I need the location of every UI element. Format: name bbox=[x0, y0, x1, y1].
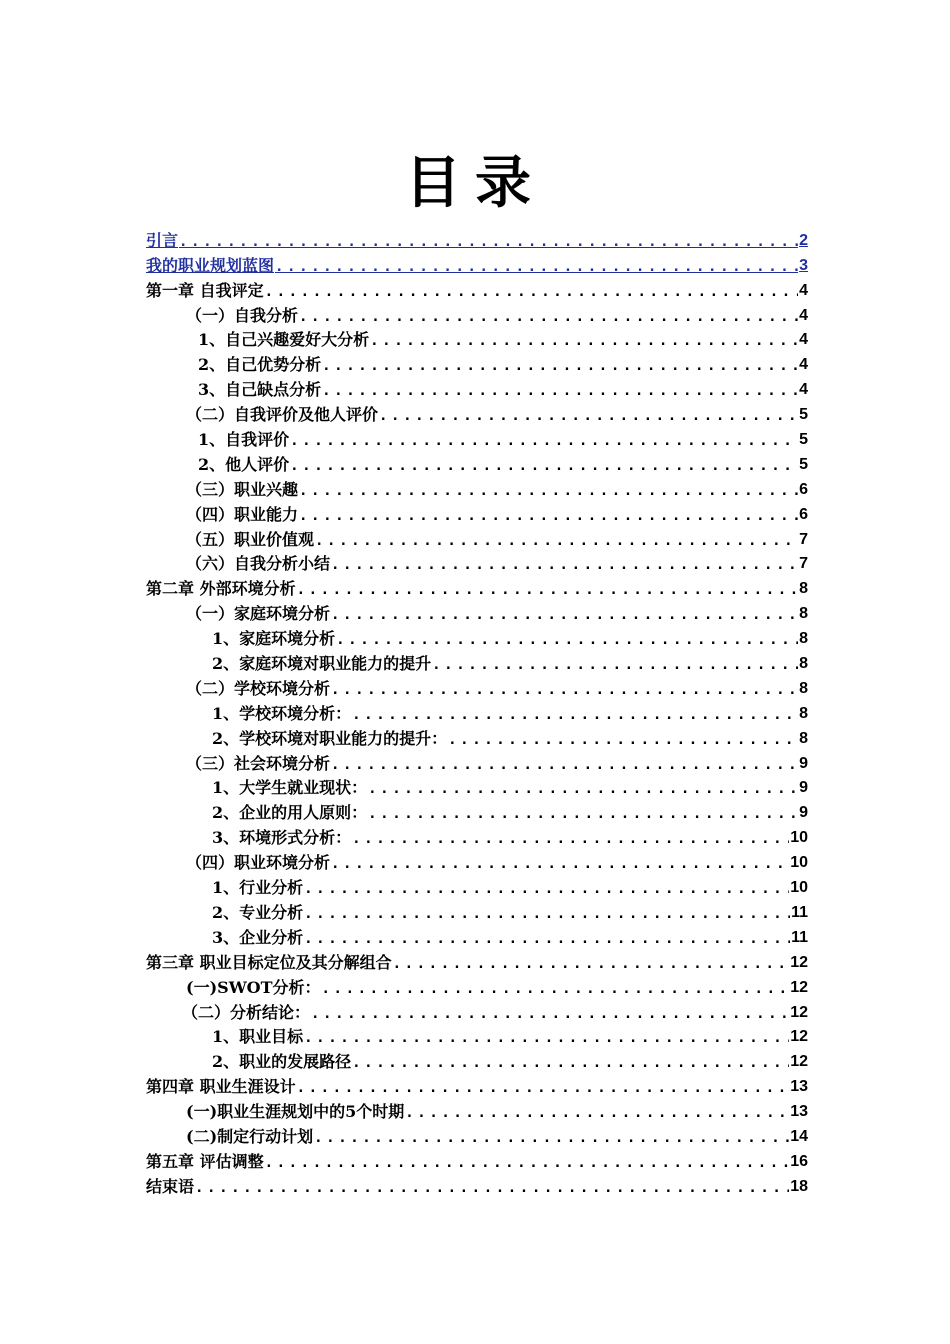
dot-leader bbox=[331, 604, 798, 624]
toc-entry-page-number: 7 bbox=[799, 555, 808, 573]
dot-leader bbox=[195, 1177, 789, 1197]
toc-entry-page-number: 8 bbox=[799, 679, 808, 697]
toc-entry-page-number: 9 bbox=[799, 754, 808, 772]
toc-entry-page-number: 8 bbox=[799, 580, 808, 598]
toc-entry-page-number: 12 bbox=[790, 1028, 808, 1046]
toc-entry-title: 2、职业的发展路径 bbox=[212, 1052, 352, 1072]
dot-leader bbox=[265, 281, 799, 301]
toc-entry-title: 1、自己兴趣爱好大分析 bbox=[198, 330, 370, 350]
toc-entry-page-number: 5 bbox=[799, 406, 808, 424]
toc-entry-page-number: 18 bbox=[790, 1177, 808, 1195]
toc-entry bbox=[146, 823, 808, 848]
toc-entry-title: 1、学校环境分析： bbox=[212, 703, 352, 723]
toc-entry bbox=[146, 326, 808, 351]
toc-entry bbox=[146, 998, 808, 1023]
toc-entry-title: 我的职业规划蓝图 bbox=[146, 255, 275, 275]
toc-entry-title: 3、企业分析 bbox=[212, 927, 304, 947]
dot-leader bbox=[304, 903, 790, 923]
toc-entry-page-number: 8 bbox=[799, 605, 808, 623]
toc-entry-page-number: 10 bbox=[790, 829, 808, 847]
dot-leader bbox=[299, 306, 798, 326]
toc-entry-page-number: 6 bbox=[799, 505, 808, 523]
toc-entry-title: (一)SWOT分析： bbox=[186, 977, 321, 997]
dot-leader bbox=[405, 1102, 789, 1122]
toc-entry-title: 3、环境形式分析： bbox=[212, 828, 352, 848]
dot-leader bbox=[304, 878, 789, 898]
toc-entry bbox=[146, 898, 808, 923]
dot-leader bbox=[297, 1077, 790, 1097]
toc-entry-title: 2、家庭环境对职业能力的提升 bbox=[212, 654, 432, 674]
toc-entry-title: （六）自我分析小结 bbox=[186, 554, 331, 574]
toc-entry-title: 引言 bbox=[146, 230, 179, 250]
toc-entry-page-number: 8 bbox=[799, 630, 808, 648]
toc-entry-page-number: 5 bbox=[799, 455, 808, 473]
toc-entry-title: (一)职业生涯规划中的5个时期 bbox=[186, 1102, 405, 1122]
toc-entry bbox=[146, 525, 808, 550]
toc-entry bbox=[146, 724, 808, 749]
toc-entry bbox=[146, 873, 808, 898]
toc-entry bbox=[146, 301, 808, 326]
toc-entry-page-number: 2 bbox=[799, 231, 808, 249]
dot-leader bbox=[315, 530, 798, 550]
toc-entry-title: （二）分析结论： bbox=[182, 1002, 311, 1022]
toc-entry bbox=[146, 276, 808, 301]
dot-leader bbox=[336, 629, 798, 649]
toc-entry bbox=[146, 948, 808, 973]
toc-link-entry[interactable] bbox=[146, 251, 808, 276]
toc-entry bbox=[146, 550, 808, 575]
toc-entry-title: （二）学校环境分析 bbox=[186, 678, 331, 698]
toc-entry-page-number: 10 bbox=[790, 879, 808, 897]
toc-entry-page-number: 4 bbox=[799, 281, 808, 299]
toc-entry-title: 1、职业目标 bbox=[212, 1027, 304, 1047]
toc-entry bbox=[146, 923, 808, 948]
toc-entry bbox=[146, 649, 808, 674]
dot-leader bbox=[304, 928, 790, 948]
dot-leader bbox=[352, 828, 789, 848]
toc-entry-page-number: 11 bbox=[791, 928, 808, 946]
dot-leader bbox=[322, 380, 798, 400]
dot-leader bbox=[290, 455, 798, 475]
toc-entry bbox=[146, 749, 808, 774]
toc-entry-page-number: 12 bbox=[790, 953, 808, 971]
toc-entry-title: 第二章 外部环境分析 bbox=[146, 579, 296, 599]
dot-leader bbox=[352, 1052, 789, 1072]
toc-entry-title: （二）自我评价及他人评价 bbox=[186, 405, 379, 425]
toc-link-entry[interactable] bbox=[146, 226, 808, 251]
dot-leader bbox=[297, 579, 799, 599]
dot-leader bbox=[352, 704, 798, 724]
toc-entry-title: 第三章 职业目标定位及其分解组合 bbox=[146, 952, 392, 972]
toc-entry-page-number: 3 bbox=[799, 256, 808, 274]
toc-entry-title: （四）职业能力 bbox=[186, 504, 299, 524]
dot-leader bbox=[368, 778, 798, 798]
toc-entry bbox=[146, 574, 808, 599]
toc-entry-page-number: 10 bbox=[790, 854, 808, 872]
toc-entry-page-number: 4 bbox=[799, 356, 808, 374]
dot-leader bbox=[331, 853, 789, 873]
dot-leader bbox=[393, 953, 790, 973]
toc-entry-page-number: 4 bbox=[799, 381, 808, 399]
toc-entry-page-number: 8 bbox=[799, 704, 808, 722]
toc-entry bbox=[146, 1047, 808, 1072]
toc-entry-title: 1、大学生就业现状： bbox=[212, 778, 368, 798]
toc-entry-title: 1、家庭环境分析 bbox=[212, 629, 336, 649]
toc-entry bbox=[146, 375, 808, 400]
toc-entry bbox=[146, 425, 808, 450]
toc-entry-title: 2、学校环境对职业能力的提升： bbox=[212, 728, 448, 748]
toc-entry-title: 第四章 职业生涯设计 bbox=[146, 1077, 296, 1097]
toc-entry-page-number: 4 bbox=[799, 331, 808, 349]
dot-leader bbox=[265, 1152, 790, 1172]
dot-leader bbox=[299, 480, 798, 500]
toc-entry bbox=[146, 350, 808, 375]
toc-entry bbox=[146, 1147, 808, 1172]
toc-entry bbox=[146, 624, 808, 649]
dot-leader bbox=[370, 330, 798, 350]
dot-leader bbox=[432, 654, 798, 674]
toc-entry-title: （三）职业兴趣 bbox=[186, 479, 299, 499]
toc-entry-page-number: 12 bbox=[790, 1003, 808, 1021]
toc-entry bbox=[146, 599, 808, 624]
dot-leader bbox=[314, 1127, 789, 1147]
toc-entry-title: 结束语 bbox=[146, 1176, 195, 1196]
dot-leader bbox=[179, 231, 798, 251]
toc-entry-page-number: 8 bbox=[799, 655, 808, 673]
toc-entry bbox=[146, 450, 808, 475]
toc-entry-page-number: 5 bbox=[799, 431, 808, 449]
toc-entry bbox=[146, 973, 808, 998]
toc-entry bbox=[146, 500, 808, 525]
toc-entry-page-number: 6 bbox=[799, 480, 808, 498]
dot-leader bbox=[311, 1003, 789, 1023]
toc-entry bbox=[146, 475, 808, 500]
toc-entry-title: 2、企业的用人原则： bbox=[212, 803, 368, 823]
toc-entry-page-number: 16 bbox=[790, 1152, 808, 1170]
toc-entry-page-number: 11 bbox=[791, 903, 808, 921]
toc-entry bbox=[146, 674, 808, 699]
table-of-contents bbox=[146, 226, 808, 1197]
dot-leader bbox=[275, 256, 798, 276]
toc-entry bbox=[146, 1097, 808, 1122]
dot-leader bbox=[304, 1027, 789, 1047]
toc-entry bbox=[146, 1023, 808, 1048]
toc-entry-title: （一）家庭环境分析 bbox=[186, 604, 331, 624]
toc-entry bbox=[146, 798, 808, 823]
dot-leader bbox=[379, 405, 798, 425]
toc-entry-title: （三）社会环境分析 bbox=[186, 753, 331, 773]
toc-entry-page-number: 8 bbox=[799, 729, 808, 747]
toc-entry-page-number: 12 bbox=[790, 1053, 808, 1071]
toc-entry-title: 第一章 自我评定 bbox=[146, 280, 264, 300]
toc-entry-page-number: 12 bbox=[790, 978, 808, 996]
toc-entry-page-number: 7 bbox=[799, 530, 808, 548]
toc-entry-title: 3、自己缺点分析 bbox=[198, 380, 322, 400]
toc-entry-title: （五）职业价值观 bbox=[186, 529, 315, 549]
dot-leader bbox=[322, 355, 798, 375]
toc-entry-title: 2、专业分析 bbox=[212, 902, 304, 922]
toc-entry-title: 2、自己优势分析 bbox=[198, 355, 322, 375]
page-title: 目录 bbox=[405, 150, 545, 216]
dot-leader bbox=[448, 729, 798, 749]
toc-entry-title: （一）自我分析 bbox=[186, 305, 299, 325]
toc-entry bbox=[146, 1072, 808, 1097]
dot-leader bbox=[299, 505, 798, 525]
dot-leader bbox=[331, 754, 798, 774]
toc-entry bbox=[146, 699, 808, 724]
toc-entry-page-number: 9 bbox=[799, 804, 808, 822]
dot-leader bbox=[290, 430, 798, 450]
dot-leader bbox=[331, 679, 798, 699]
toc-entry-title: (二)制定行动计划 bbox=[186, 1126, 314, 1146]
toc-entry bbox=[146, 1122, 808, 1147]
toc-entry-title: 2、他人评价 bbox=[198, 454, 290, 474]
dot-leader bbox=[331, 554, 798, 574]
dot-leader bbox=[322, 978, 790, 998]
toc-entry-page-number: 9 bbox=[799, 779, 808, 797]
toc-entry bbox=[146, 400, 808, 425]
toc-entry-page-number: 14 bbox=[790, 1127, 808, 1145]
toc-entry-page-number: 4 bbox=[799, 306, 808, 324]
toc-entry-page-number: 13 bbox=[790, 1103, 808, 1121]
dot-leader bbox=[368, 803, 798, 823]
toc-entry-title: 1、行业分析 bbox=[212, 878, 304, 898]
toc-entry bbox=[146, 848, 808, 873]
toc-entry bbox=[146, 774, 808, 799]
toc-entry bbox=[146, 1172, 808, 1197]
toc-entry-page-number: 13 bbox=[790, 1078, 808, 1096]
toc-entry-title: 第五章 评估调整 bbox=[146, 1151, 264, 1171]
toc-entry-title: 1、自我评价 bbox=[198, 430, 290, 450]
toc-entry-title: （四）职业环境分析 bbox=[186, 853, 331, 873]
